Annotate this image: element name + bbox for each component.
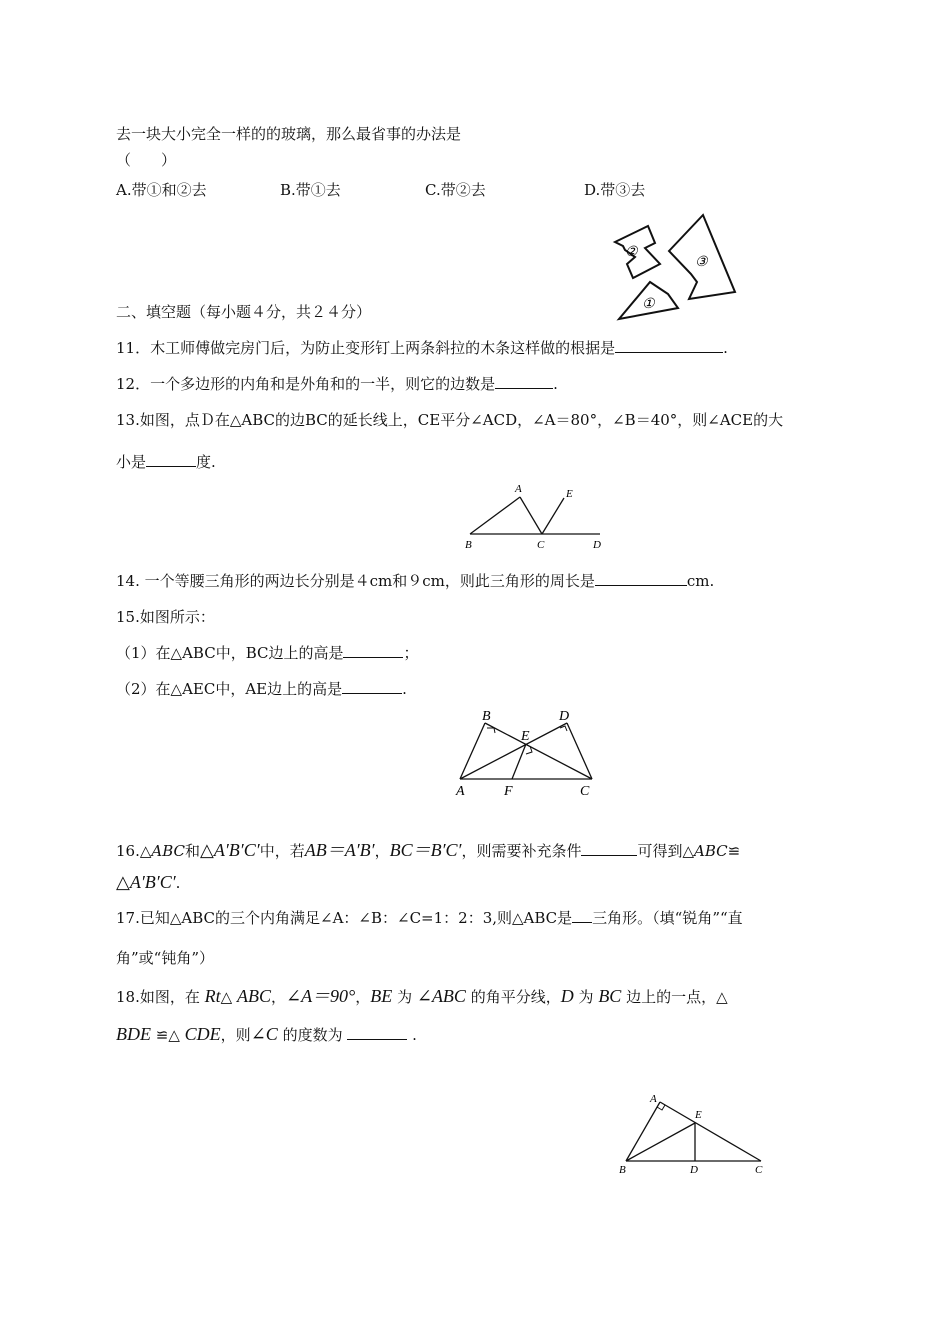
- q15-label-d: D: [559, 709, 570, 724]
- q15-part2-text: （2）在△AEC中，AE边上的高是: [116, 680, 343, 698]
- q18-angle-a: ∠A＝90°: [285, 986, 356, 1006]
- question-14: [116, 571, 714, 591]
- q18-d: D: [560, 986, 574, 1006]
- q18-rt: Rt: [204, 986, 221, 1006]
- glass-label-1: ①: [642, 297, 655, 312]
- section-heading: 二、填空题（每小题４分，共２４分）: [116, 303, 372, 321]
- q14-text: 14. 一个等腰三角形的两边长分别是４cm和９cm，则此三角形的周长是: [116, 572, 595, 590]
- q13-label-c: C: [537, 539, 545, 551]
- q13-suffix: 度.: [196, 453, 216, 471]
- q16-part-c: 和: [185, 842, 201, 860]
- q18-label-b: B: [619, 1164, 626, 1176]
- q17-text-b: 三角形。（填“锐角”“直: [592, 909, 743, 927]
- q10-option-b: B.带①去: [280, 181, 341, 199]
- q10-option-a: A.带①和②去: [116, 181, 207, 199]
- q13-figure: [462, 482, 607, 552]
- q15-figure: [450, 706, 600, 801]
- q13-line1: 13.如图，点Ｄ在△ABC的边BC的延长线上，CE平分∠ACD，∠A＝80°，∠B＝40°，则∠ACE的大: [116, 411, 784, 429]
- q18-part-k: 的角平分线，: [470, 988, 561, 1006]
- question-12: [116, 374, 558, 394]
- q18-angle-c: ∠C: [250, 1024, 278, 1044]
- q18-end: .: [412, 1026, 417, 1044]
- q10-option-d: D.带③去: [584, 181, 646, 199]
- q16-line2: [116, 872, 180, 893]
- q17-answer-blank: [572, 908, 592, 923]
- q17-line2: 角”或“钝角”）: [116, 949, 215, 967]
- q15-label-b: B: [482, 709, 491, 724]
- q18-label-d: D: [690, 1164, 698, 1176]
- q13-label-e: E: [566, 488, 573, 500]
- q17-text-a: 17.已知△ABC的三个内角满足∠A：∠B：∠C=1：2：3,则△ABC是: [116, 909, 573, 927]
- q15-part2-end: .: [402, 680, 407, 698]
- q16-part-e: 中，若: [259, 842, 305, 860]
- q16-line1: [116, 840, 740, 861]
- glass-label-3: ③: [695, 255, 708, 270]
- q12-answer-blank: [495, 374, 553, 389]
- q11-text: 11．木工师傅做完房门后，为防止变形钉上两条斜拉的木条这样做的根据是: [116, 339, 616, 357]
- q18-label-e: E: [695, 1109, 702, 1121]
- q18-part-s: ，则: [220, 1026, 251, 1044]
- q16-part-b: ABC: [151, 842, 186, 860]
- q14-end: cm.: [686, 572, 715, 590]
- q18-be: BE: [370, 986, 393, 1006]
- q13-line2: [116, 452, 216, 472]
- q18-part-o: 边上的一点，△: [626, 988, 728, 1006]
- q16-part-a: 16.△: [116, 842, 152, 860]
- q18-figure: [614, 1090, 774, 1175]
- q18-part-e: ，: [270, 988, 286, 1006]
- q16-part-k: ABC: [694, 842, 728, 860]
- q15-part2-blank: [342, 679, 402, 694]
- q18-part-c: △: [220, 988, 233, 1006]
- q18-cde: CDE: [184, 1024, 221, 1044]
- q11-answer-blank: [615, 338, 723, 353]
- q13-label-b: B: [465, 539, 472, 551]
- q11-end: .: [723, 339, 728, 357]
- q18-label-c: C: [755, 1164, 763, 1176]
- broken-glass-figure: [605, 212, 745, 322]
- q12-end: .: [553, 375, 558, 393]
- q15-part1: [116, 643, 419, 663]
- question-11: [116, 338, 728, 358]
- q16-answer-blank: [581, 841, 637, 856]
- q18-bde: BDE: [116, 1024, 151, 1044]
- q16-congruent-sign: ≌: [727, 842, 741, 860]
- glass-label-2: ②: [625, 245, 638, 260]
- q18-angle-abc: ∠ABC: [416, 986, 466, 1006]
- q18-part-u: 的度数为: [282, 1026, 343, 1044]
- q15-title: 15.如图所示：: [116, 608, 215, 626]
- q15-part1-text: （1）在△ABC中，BC边上的高是: [116, 644, 344, 662]
- q15-part2: [116, 679, 407, 699]
- q18-congruent: ≌△: [155, 1026, 180, 1044]
- q16-bc-equation: BC＝B′C′: [389, 840, 462, 860]
- q18-label-a: A: [650, 1093, 657, 1105]
- q18-line2: [116, 1024, 417, 1045]
- q15-label-f: F: [504, 784, 513, 799]
- q13-label-d: D: [593, 539, 601, 551]
- q14-answer-blank: [595, 571, 687, 586]
- q16-triangle-prime-1: △A′B′C′: [200, 840, 260, 860]
- q16-part-g: ，: [374, 842, 390, 860]
- q13-prefix: 小是: [116, 453, 147, 471]
- q15-part1-blank: [343, 643, 403, 658]
- q13-answer-blank: [146, 452, 196, 467]
- q18-part-i: 为: [397, 988, 413, 1006]
- q15-label-c: C: [580, 784, 590, 799]
- q15-label-a: A: [456, 784, 465, 799]
- q10-option-c: C.带②去: [425, 181, 486, 199]
- q12-text: 12．一个多边形的内角和是外角和的一半，则它的边数是: [116, 375, 496, 393]
- q15-part1-end: ；: [403, 644, 419, 662]
- q18-part-m: 为: [578, 988, 594, 1006]
- q16-part-i: ，则需要补充条件: [461, 842, 582, 860]
- q10-paren: （ ）: [116, 151, 177, 169]
- q16-triangle-prime-2: △A′B′C′: [116, 872, 176, 892]
- q16-ab-equation: AB＝A′B′: [304, 840, 375, 860]
- q13-label-a: A: [515, 483, 522, 495]
- q18-part-g: ，: [355, 988, 371, 1006]
- q16-part-j: 可得到△: [637, 842, 695, 860]
- q18-answer-blank: [347, 1025, 407, 1040]
- q18-abc: ABC: [236, 986, 271, 1006]
- q15-label-e: E: [521, 729, 530, 744]
- q10-stem: 去一块大小完全一样的的玻璃，那么最省事的办法是: [116, 125, 462, 143]
- q18-line1: [116, 986, 728, 1007]
- q16-end: .: [175, 874, 181, 892]
- q17-line1: [116, 908, 743, 928]
- q18-part-a: 18.如图，在: [116, 988, 200, 1006]
- q18-bc: BC: [598, 986, 622, 1006]
